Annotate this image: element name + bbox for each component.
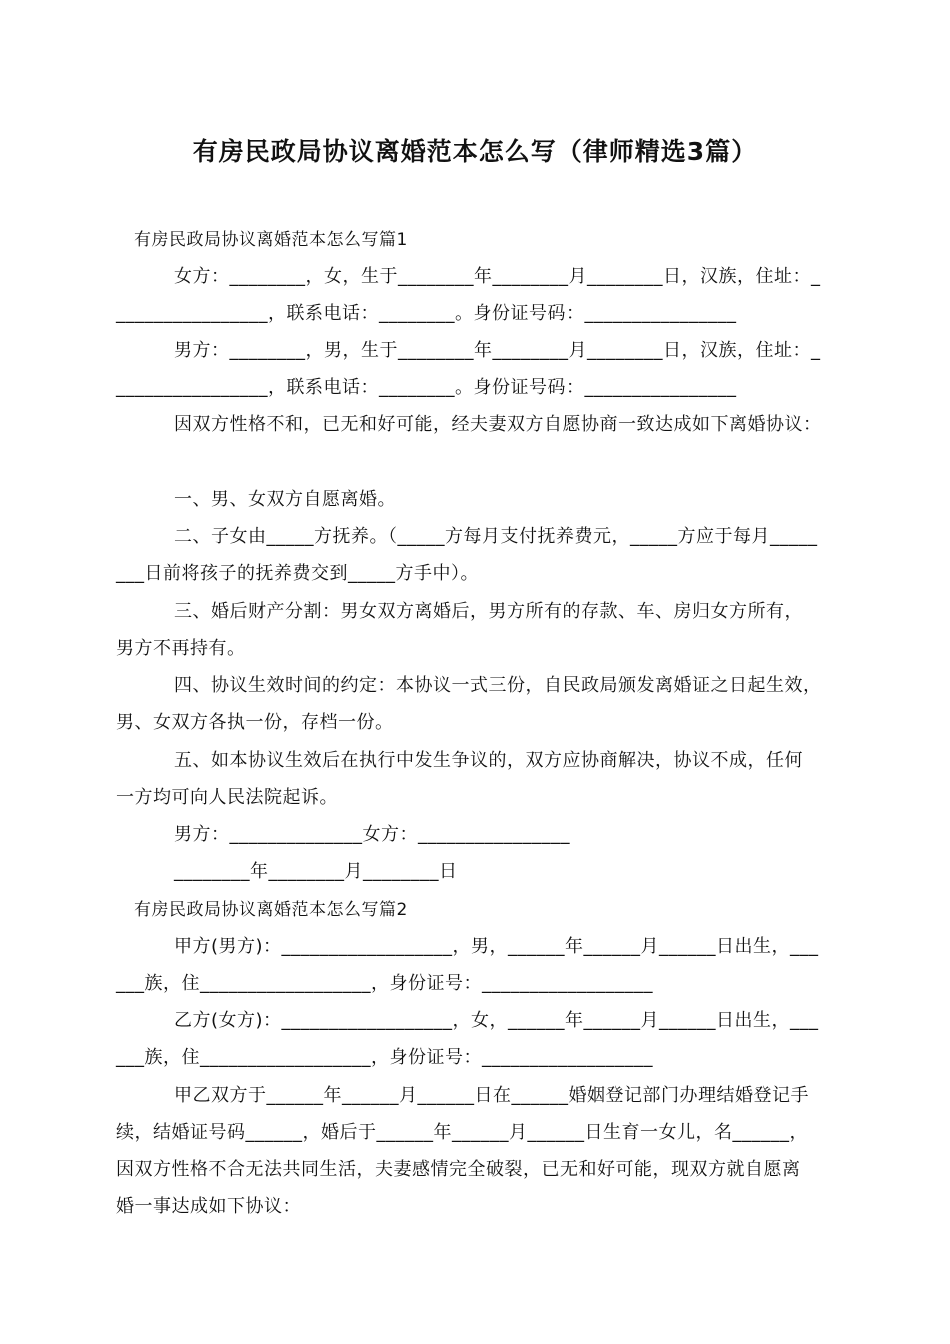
paragraph-line: ________________，联系电话：________。身份证号码：________________ xyxy=(116,377,737,398)
paragraph-line: 男、女双方各执一份，存档一份。 xyxy=(116,712,394,733)
paragraph-line: 一方均可向人民法院起诉。 xyxy=(116,787,338,808)
paragraph-line: 续，结婚证号码______，婚后于______年______月______日生育一女儿，名______， xyxy=(116,1122,808,1143)
paragraph-line: 男方不再持有。 xyxy=(116,638,246,659)
paragraph-line: 三、婚后财产分割：男女双方离婚后，男方所有的存款、车、房归女方所有， xyxy=(174,601,803,622)
paragraph-line: 因双方性格不和，已无和好可能，经夫妻双方自愿协商一致达成如下离婚协议： xyxy=(174,414,822,435)
paragraph-line: 一、男、女双方自愿离婚。 xyxy=(174,489,396,510)
signature-line: 男方：______________女方：________________ xyxy=(174,824,570,845)
paragraph-line: 甲方(男方)：__________________，男，______年______月______日出生，___ xyxy=(174,936,819,957)
paragraph-line: ________________，联系电话：________。身份证号码：________________ xyxy=(116,303,737,324)
paragraph-line: 甲乙双方于______年______月______日在______婚姻登记部门办理结婚登记手 xyxy=(174,1085,809,1106)
date-line: ________年________月________日 xyxy=(174,861,458,882)
paragraph-line: ___族，住__________________，身份证号：__________________ xyxy=(116,973,653,994)
section-heading: 有房民政局协议离婚范本怎么写篇2 xyxy=(134,900,408,920)
paragraph-line: 二、子女由_____方抚养。（_____方每月支付抚养费元，_____方应于每月_____ xyxy=(174,526,818,547)
paragraph-line: 四、协议生效时间的约定：本协议一式三份，自民政局颁发离婚证之日起生效， xyxy=(174,675,822,696)
paragraph-line: 婚一事达成如下协议： xyxy=(116,1196,301,1217)
paragraph-line: 因双方性格不合无法共同生活，夫妻感情完全破裂，已无和好可能，现双方就自愿离 xyxy=(116,1159,801,1180)
paragraph-line: ___日前将孩子的抚养费交到_____方手中）。 xyxy=(116,563,479,584)
paragraph-line: 乙方(女方)：__________________，女，______年______月______日出生，___ xyxy=(174,1010,819,1031)
document-title: 有房民政局协议离婚范本怎么写（律师精选3篇） xyxy=(192,137,758,166)
paragraph-line: 五、如本协议生效后在执行中发生争议的，双方应协商解决，协议不成，任何 xyxy=(174,750,803,771)
paragraph-line: ___族，住__________________，身份证号：__________________ xyxy=(116,1047,653,1068)
section-heading: 有房民政局协议离婚范本怎么写篇1 xyxy=(134,230,408,250)
paragraph-line: 男方：________，男，生于________年________月________日，汉族，住址：_ xyxy=(174,340,821,361)
paragraph-line: 女方：________，女，生于________年________月________日，汉族，住址：_ xyxy=(174,266,821,287)
